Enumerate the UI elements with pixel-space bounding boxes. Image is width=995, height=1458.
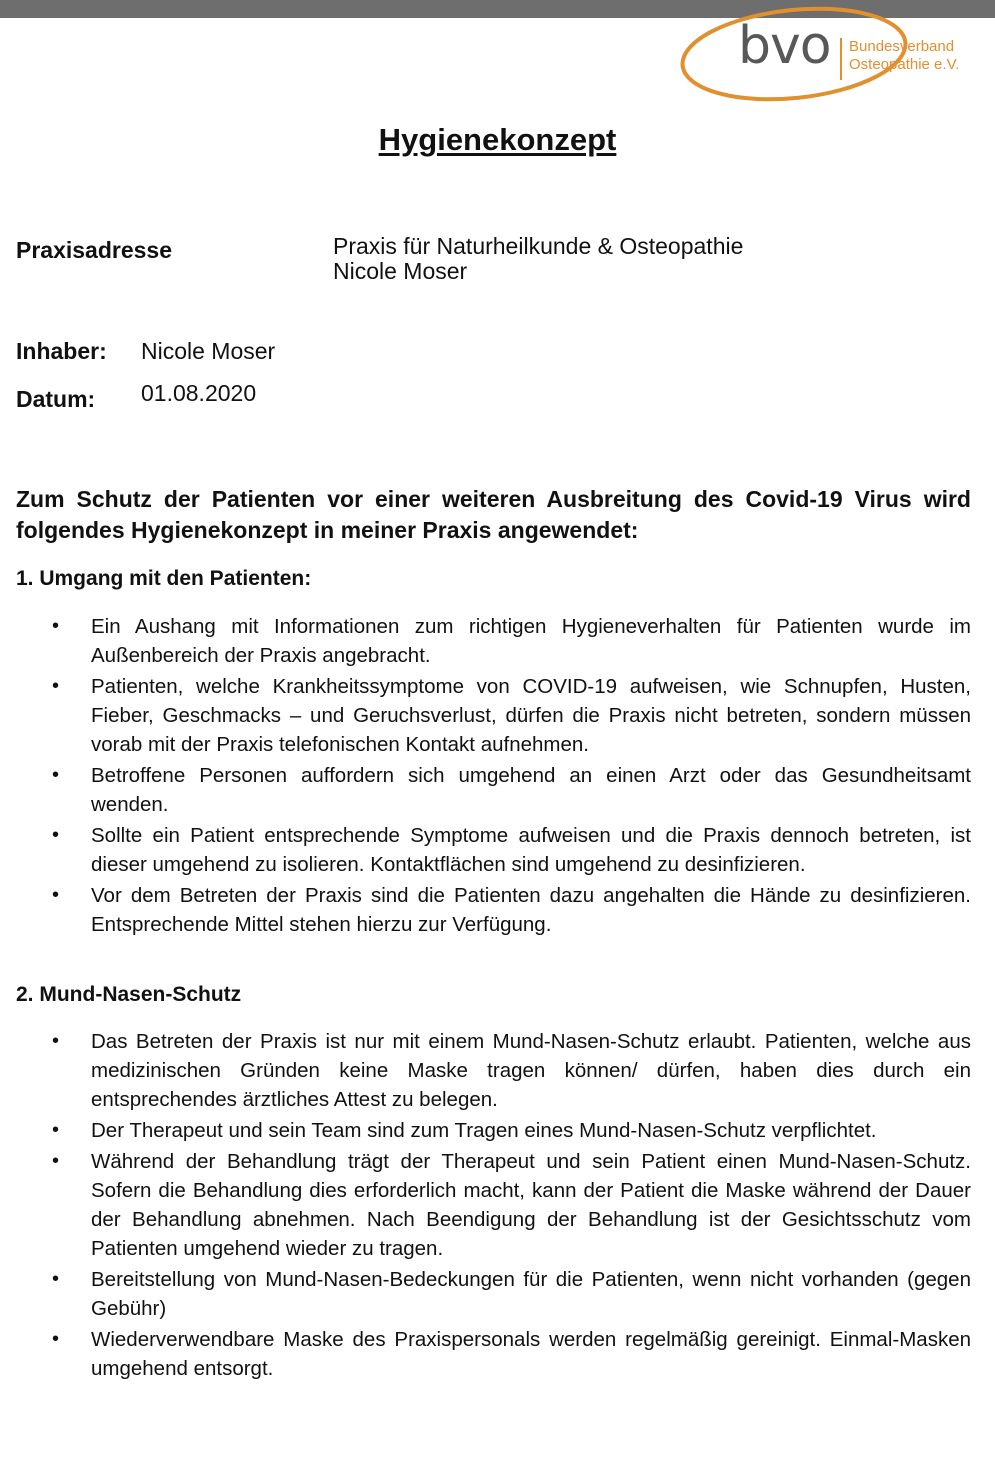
bullet-list-1 [0, 612, 995, 941]
document-title: Hygienekonzept [378, 122, 617, 157]
address-label: Praxisadresse [16, 237, 173, 263]
bullet-list-2 [0, 1027, 995, 1385]
owner-value: Nicole Moser [141, 338, 276, 364]
address-line-1: Praxis für Naturheilkunde & Osteopathie [333, 233, 744, 259]
bullet-icon: • [52, 1030, 60, 1052]
section-heading-1: 1. Umgang mit den Patienten: [16, 567, 312, 590]
list-item: • Der Therapeut und sein Team sind zum Tragen eines Mund-Nasen-Schutz verpflichtet. [0, 1116, 971, 1145]
list-item: • Vor dem Betreten der Praxis sind die Patienten dazu angehalten die Hände zu desinfizieren. Entsprechende Mittel stehen hierzu zur Verfügung. [0, 881, 971, 939]
bullet-icon: • [52, 1328, 60, 1350]
intro-paragraph: Zum Schutz der Patienten vor einer weiteren Ausbreitung des Covid-19 Virus wird folgendes Hygienekonzept in meiner Praxis angewendet: [16, 486, 971, 543]
list-item: • Während der Behandlung trägt der Therapeut und sein Patient einen Mund-Nasen-Schutz. Sofern die Behandlung dies erforderlich macht, kann der Patient die Maske während der Dauer der Behandlung abnehmen. Nach Beendigung der Behandlung ist der Gesichtsschutz vom Patienten umgehend wieder zu tragen. [0, 1147, 971, 1263]
list-item: • Das Betreten der Praxis ist nur mit einem Mund-Nasen-Schutz erlaubt. Patienten, welche aus medizinischen Gründen keine Maske tragen können/ dürfen, haben dies durch ein entsprechendes ärztliches Attest zu belegen. [0, 1027, 971, 1114]
bullet-icon: • [52, 1150, 60, 1172]
bullet-icon: • [52, 824, 60, 846]
logo-wordmark: bvo [738, 16, 831, 76]
bullet-icon: • [52, 1268, 60, 1290]
list-item: • Patienten, welche Krankheitssymptome von COVID-19 aufweisen, wie Schnupfen, Husten, Fieber, Geschmacks – und Geruchsverlust, dürfen die Praxis nicht betreten, sondern müssen vorab mit der Praxis telefonischen Kontakt aufnehmen. [0, 672, 971, 759]
owner-label: Inhaber: [16, 338, 107, 364]
address-line-2: Nicole Moser [333, 258, 468, 284]
list-item: • Sollte ein Patient entsprechende Symptome aufweisen und die Praxis dennoch betreten, ist dieser umgehend zu isolieren. Kontaktflächen sind umgehend zu desinfizieren. [0, 821, 971, 879]
logo-line-2: Osteopathie e.V. [849, 56, 960, 73]
section-heading-2: 2. Mund-Nasen-Schutz [16, 983, 242, 1006]
list-item: • Wiederverwendbare Maske des Praxispersonals werden regelmäßig gereinigt. Einmal-Masken umgehend entsorgt. [0, 1325, 971, 1383]
date-value: 01.08.2020 [141, 380, 257, 406]
bullet-icon: • [52, 1119, 60, 1141]
bullet-icon: • [52, 615, 60, 637]
bullet-icon: • [52, 884, 60, 906]
bullet-icon: • [52, 764, 60, 786]
list-item: • Ein Aushang mit Informationen zum richtigen Hygieneverhalten für Patienten wurde im Außenbereich der Praxis angebracht. [0, 612, 971, 670]
logo-divider [840, 38, 842, 80]
date-label: Datum: [16, 386, 96, 412]
list-item: • Betroffene Personen auffordern sich umgehend an einen Arzt oder das Gesundheitsamt wenden. [0, 761, 971, 819]
logo-line-1: Bundesverband [849, 38, 955, 55]
bullet-icon: • [52, 675, 60, 697]
list-item: • Bereitstellung von Mund-Nasen-Bedeckungen für die Patienten, wenn nicht vorhanden (gegen Gebühr) [0, 1265, 971, 1323]
bvo-logo [676, 4, 986, 108]
